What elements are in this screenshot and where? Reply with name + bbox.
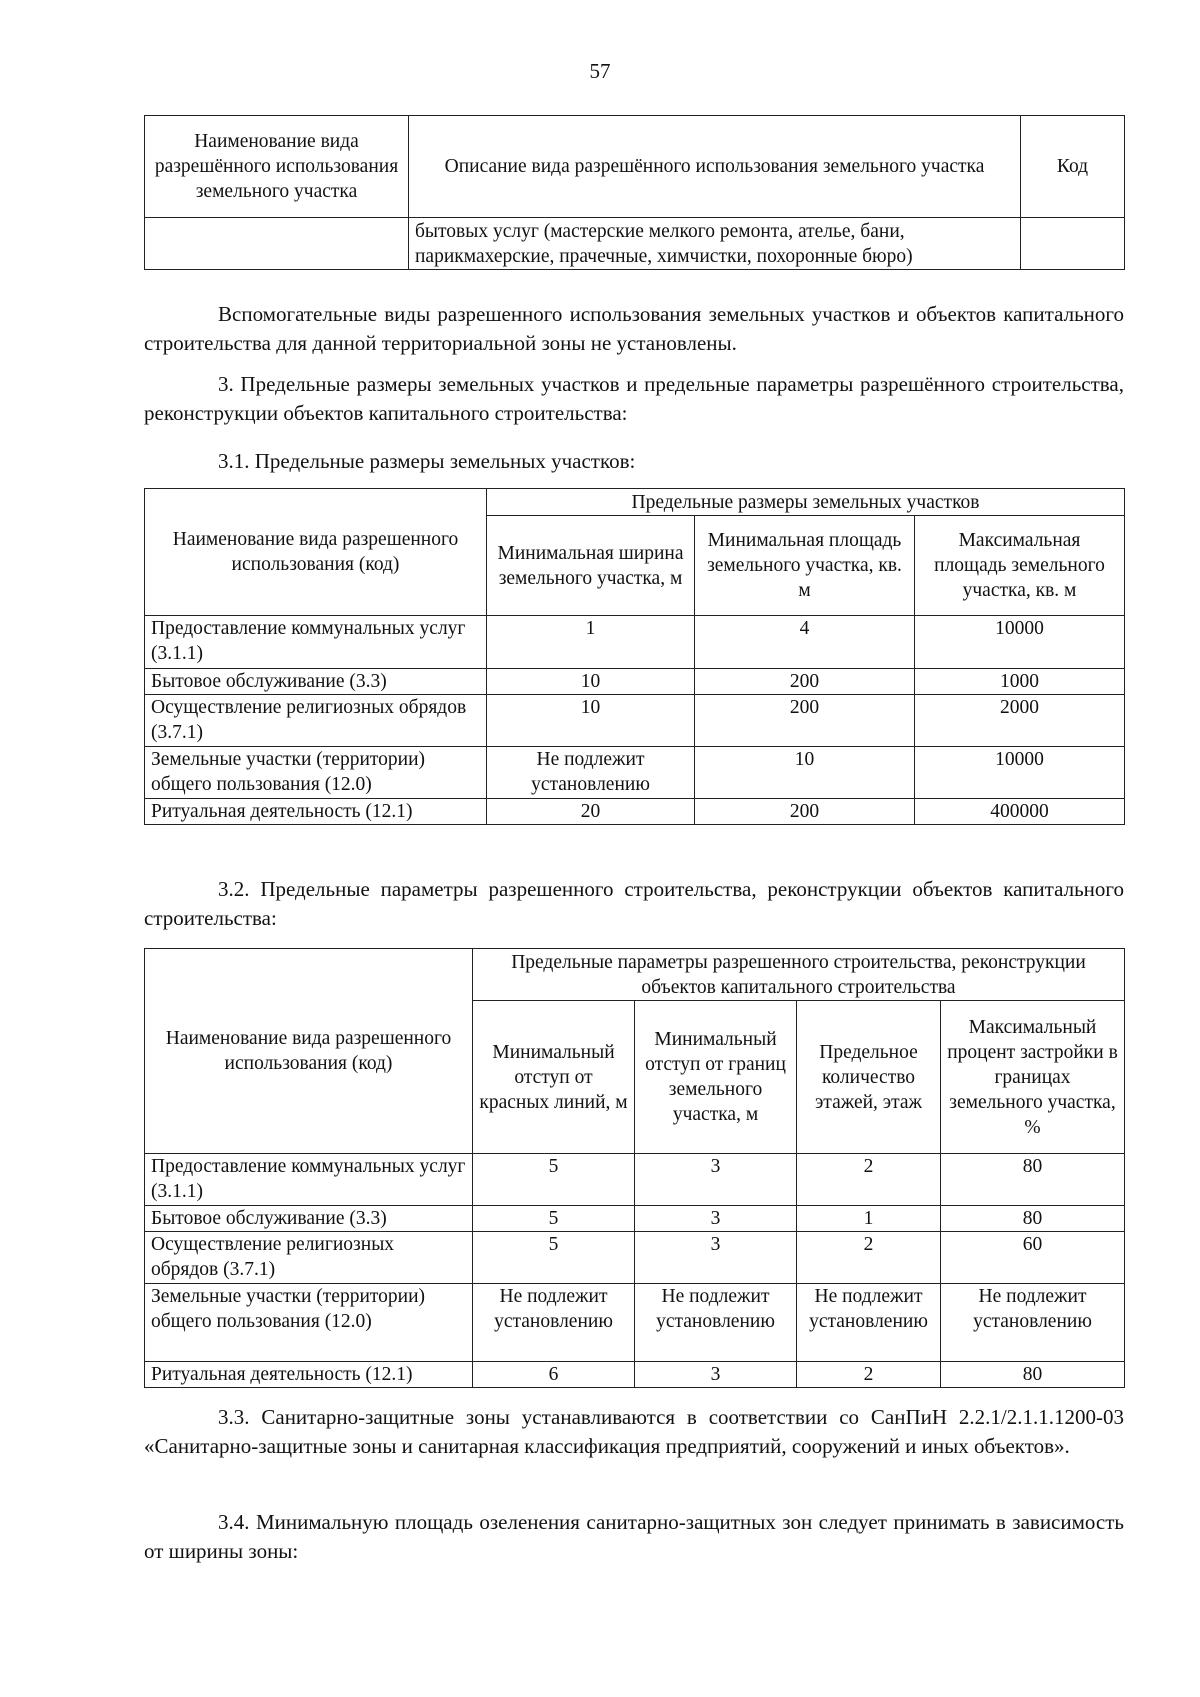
table-row: [145, 799, 1125, 825]
sizes-header-min-area: Минимальная площадь земельного участка, кв. м: [695, 516, 915, 616]
cell-value: Не подлежит установлению: [941, 1284, 1125, 1362]
cell-value: 80: [941, 1206, 1125, 1232]
page-number: 57: [589, 59, 611, 83]
cell-value: 80: [941, 1362, 1125, 1388]
params-header-group: Предельные параметры разрешенного строительства, реконструкции объектов капитального строительства: [473, 949, 1125, 1001]
paragraph-3: 3. Предельные размеры земельных участков и предельные параметры разрешённого строительства, реконструкции объектов капитального строительства:: [144, 372, 1124, 425]
table-row: [145, 747, 1125, 799]
table-row: [145, 616, 1125, 669]
header-code: Код: [1021, 116, 1125, 218]
row-name: Осуществление религиозных обрядов (3.7.1): [145, 1232, 473, 1284]
sizes-header-name: Наименование вида разрешенного использования (код): [145, 489, 487, 616]
paragraph-3-3: 3.3. Санитарно-защитные зоны устанавливаются в соответствии со СанПиН 2.2.1/2.1.1.1200-03 «Санитарно-защитные зоны и санитарная классификация предприятий, сооружений и иных объектов».: [144, 1405, 1124, 1458]
table-row: [145, 1206, 1125, 1232]
cell-value: 10: [487, 695, 695, 747]
row-name: Бытовое обслуживание (3.3): [145, 1206, 473, 1232]
cell-value: 80: [941, 1154, 1125, 1206]
table-row: [145, 1232, 1125, 1284]
table-row: [145, 695, 1125, 747]
cell-value: 200: [695, 669, 915, 695]
cell-value: 3: [635, 1362, 797, 1388]
cell-value: 60: [941, 1232, 1125, 1284]
row-name: Предоставление коммунальных услуг (3.1.1): [145, 616, 487, 669]
paragraph-aux: Вспомогательные виды разрешенного использования земельных участков и объектов капитального строительства для данной территориальной зоны не установлены.: [144, 302, 1124, 355]
cell-value: 5: [473, 1154, 635, 1206]
cell-value: 10000: [915, 747, 1125, 799]
row-name: Бытовое обслуживание (3.3): [145, 669, 487, 695]
row-name-cell: [145, 218, 409, 270]
params-header-red-line: Минимальный отступ от красных линий, м: [473, 1001, 635, 1154]
cell-value: 4: [695, 616, 915, 669]
cell-value: 10: [695, 747, 915, 799]
cell-value: 1000: [915, 669, 1125, 695]
cell-value: 3: [635, 1154, 797, 1206]
cell-value: 2000: [915, 695, 1125, 747]
params-header-name: Наименование вида разрешенного использования (код): [145, 949, 473, 1154]
sizes-header-min-width: Минимальная ширина земельного участка, м: [487, 516, 695, 616]
cell-value: 10: [487, 669, 695, 695]
cell-value: Не подлежит установлению: [797, 1284, 941, 1362]
cell-value: 1: [487, 616, 695, 669]
row-name: Ритуальная деятельность (12.1): [145, 799, 487, 825]
cell-value: 2: [797, 1232, 941, 1284]
cell-value: 5: [473, 1232, 635, 1284]
cell-value: Не подлежит установлению: [487, 747, 695, 799]
cell-value: 2: [797, 1154, 941, 1206]
paragraph-3-1: 3.1. Предельные размеры земельных участков:: [218, 449, 636, 473]
cell-value: Не подлежит установлению: [473, 1284, 635, 1362]
table-continuation: [144, 115, 1125, 270]
sizes-header-max-area: Максимальная площадь земельного участка, кв. м: [915, 516, 1125, 616]
row-description-cell: бытовых услуг (мастерские мелкого ремонта, ателье, бани, парикмахерские, прачечные, химчистки, похоронные бюро): [409, 218, 1021, 270]
cell-value: 5: [473, 1206, 635, 1232]
row-name: Предоставление коммунальных услуг (3.1.1): [145, 1154, 473, 1206]
cell-value: 10000: [915, 616, 1125, 669]
row-name: Земельные участки (территории) общего пользования (12.0): [145, 1284, 473, 1362]
row-code-cell: [1021, 218, 1125, 270]
cell-value: Не подлежит установлению: [635, 1284, 797, 1362]
paragraph-3-2: 3.2. Предельные параметры разрешенного строительства, реконструкции объектов капитального строительства:: [144, 877, 1124, 930]
params-header-floors: Предельное количество этажей, этаж: [797, 1001, 941, 1154]
cell-value: 200: [695, 799, 915, 825]
cell-value: 1: [797, 1206, 941, 1232]
row-name: Ритуальная деятельность (12.1): [145, 1362, 473, 1388]
cell-value: 6: [473, 1362, 635, 1388]
table-row: [145, 1362, 1125, 1388]
row-name: Осуществление религиозных обрядов (3.7.1): [145, 695, 487, 747]
params-header-coverage: Максимальный процент застройки в границах земельного участка, %: [941, 1001, 1125, 1154]
sizes-header-group: Предельные размеры земельных участков: [487, 489, 1125, 516]
header-name: Наименование вида разрешённого использования земельного участка: [145, 116, 409, 218]
cell-value: 200: [695, 695, 915, 747]
table-row: [145, 1154, 1125, 1206]
header-description: Описание вида разрешённого использования земельного участка: [409, 116, 1021, 218]
table-row: [145, 669, 1125, 695]
table-build-params: [144, 948, 1125, 1388]
cell-value: 20: [487, 799, 695, 825]
paragraph-3-4: 3.4. Минимальную площадь озеленения санитарно-защитных зон следует принимать в зависимость от ширины зоны:: [144, 1510, 1124, 1563]
table-plot-sizes: [144, 488, 1125, 825]
cell-value: 2: [797, 1362, 941, 1388]
cell-value: 3: [635, 1206, 797, 1232]
table-row: [145, 1284, 1125, 1362]
cell-value: 3: [635, 1232, 797, 1284]
row-name: Земельные участки (территории) общего пользования (12.0): [145, 747, 487, 799]
cell-value: 400000: [915, 799, 1125, 825]
params-header-boundary: Минимальный отступ от границ земельного участка, м: [635, 1001, 797, 1154]
